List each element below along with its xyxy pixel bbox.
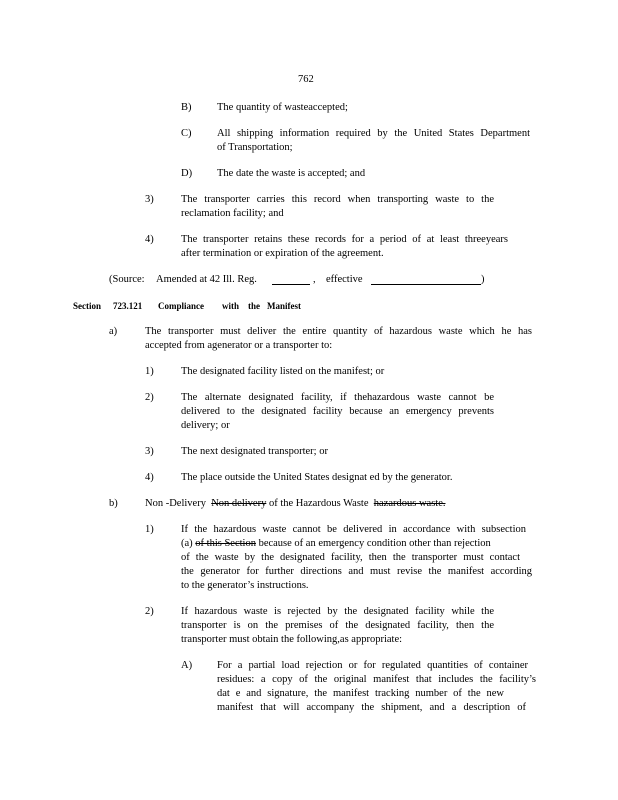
item-d-text: The date the waste is accepted; and xyxy=(217,168,366,179)
subsection-a-line1: The transporter must deliver the entire quantity of hazardous waste which he has xyxy=(145,326,532,337)
line2-struck: of this Section xyxy=(195,538,256,549)
source-prefix: (Source: xyxy=(109,274,145,285)
item-c-line1: All shipping information required by the United States Department xyxy=(217,128,530,139)
subsection-b-label: b) xyxy=(109,498,118,509)
item-3-line2: reclamation facility; and xyxy=(181,208,284,219)
b-item-2-line2: transporter is on the premises of the designated facility, then the xyxy=(181,620,494,631)
heading-mid-text: of the Hazardous Waste xyxy=(268,498,369,509)
line2-pre: (a) xyxy=(181,538,193,549)
b-item-1-line2 xyxy=(181,537,491,551)
source-register-blank xyxy=(272,274,310,285)
b-item-2-line1: If hazardous waste is rejected by the designated facility while the xyxy=(181,606,494,617)
item-c-label: C) xyxy=(181,128,192,139)
page-number: 762 xyxy=(298,74,314,85)
b-item-1-line5: to the generator’s instructions. xyxy=(181,580,309,591)
b-item-a-line1: For a partial load rejection or for regulated quantities of container xyxy=(217,660,528,671)
item-c-line2: of Transportation; xyxy=(217,142,293,153)
section-title-word-2: with xyxy=(222,301,240,311)
item-4-line2: after termination or expiration of the agreement. xyxy=(181,248,384,259)
a-item-2-label: 2) xyxy=(145,392,154,403)
heading-struck-text-2: hazardous waste. xyxy=(373,498,446,509)
b-item-a-line4: manifest that will accompany the shipment, and a description of xyxy=(217,702,526,713)
source-comma: , xyxy=(313,274,316,285)
item-b-text: The quantity of wasteaccepted; xyxy=(217,102,348,113)
a-item-1-label: 1) xyxy=(145,366,154,377)
a-item-4-label: 4) xyxy=(145,472,154,483)
item-3-line1: The transporter carries this record when transporting waste to the xyxy=(181,194,494,205)
heading-struck-text-1: Non delivery xyxy=(211,498,267,509)
source-close: ) xyxy=(481,274,485,285)
a-item-2-line2: delivered to the designated facility because an emergency prevents xyxy=(181,406,494,417)
a-item-2-line3: delivery; or xyxy=(181,420,230,431)
section-number: 723.121 xyxy=(113,301,143,311)
section-title-word-4: Manifest xyxy=(267,301,301,311)
item-b-label: B) xyxy=(181,102,192,113)
section-title-word-1: Compliance xyxy=(158,301,204,311)
b-item-2-line3: transporter must obtain the following,as appropriate: xyxy=(181,634,403,645)
b-item-a-line2: residues: a copy of the original manifest that includes the facility’s xyxy=(217,674,536,685)
item-4-label: 4) xyxy=(145,234,154,245)
a-item-3-text: The next designated transporter; or xyxy=(181,446,328,457)
subsection-a-label: a) xyxy=(109,326,118,337)
b-item-2-label: 2) xyxy=(145,606,154,617)
b-item-a-line3: dat e and signature, the manifest tracking number of the new xyxy=(217,688,504,699)
a-item-1-text: The designated facility listed on the manifest; or xyxy=(181,366,385,377)
section-title-word-3: the xyxy=(248,301,260,311)
section-label: Section xyxy=(73,301,101,311)
item-d-label: D) xyxy=(181,168,193,179)
subsection-b-heading xyxy=(145,497,446,511)
source-amended: Amended at 42 Ill. Reg. xyxy=(156,274,257,285)
source-date-blank xyxy=(371,274,481,285)
item-4-line1: The transporter retains these records for a period of at least threeyears xyxy=(181,234,508,245)
b-item-1-line4: the generator for further directions and must revise the manifest according xyxy=(181,566,532,577)
b-item-1-label: 1) xyxy=(145,524,154,535)
a-item-4-text: The place outside the United States designat ed by the generator. xyxy=(181,472,453,483)
item-3-label: 3) xyxy=(145,194,154,205)
line2-post: because of an emergency condition other than rejection xyxy=(258,538,491,549)
b-item-a-label: A) xyxy=(181,660,193,671)
a-item-2-line1: The alternate designated facility, if thehazardous waste cannot be xyxy=(181,392,494,403)
a-item-3-label: 3) xyxy=(145,446,154,457)
source-effective: effective xyxy=(326,274,363,285)
b-item-1-line3: of the waste by the designated facility, then the transporter must contact xyxy=(181,552,520,563)
b-item-1-line1: If the hazardous waste cannot be delivered in accordance with subsection xyxy=(181,524,526,535)
subsection-a-line2: accepted from agenerator or a transporter to: xyxy=(145,340,333,351)
heading-new-text: Non -Delivery xyxy=(145,498,206,509)
